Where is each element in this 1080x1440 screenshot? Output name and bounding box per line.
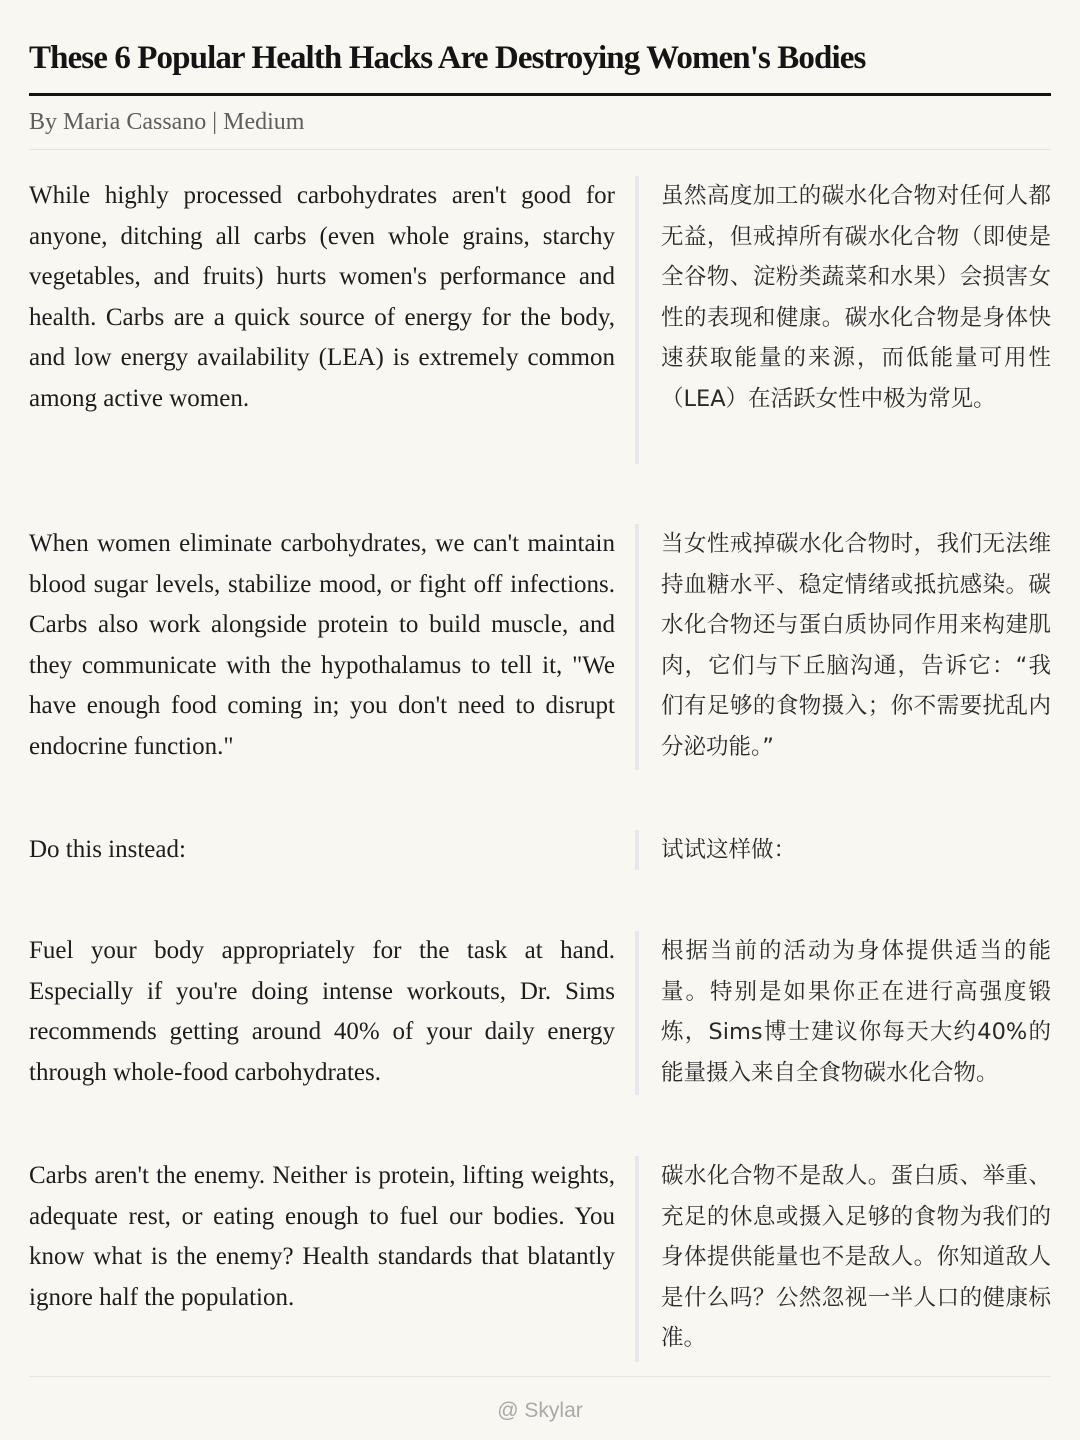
column-divider bbox=[635, 830, 639, 870]
column-divider bbox=[635, 524, 639, 770]
column-divider bbox=[635, 1156, 639, 1362]
title-divider bbox=[29, 93, 1051, 96]
chinese-paragraph: 当女性戒掉碳水化合物时，我们无法维持血糖水平、稳定情绪或抵抗感染。碳水化合物还与蛋白质协同作用来构建肌肉，它们与下丘脑沟通，告诉它：“我们有足够的食物摄入；你不需要扰乱内分泌功能。” bbox=[661, 531, 1051, 760]
article-page bbox=[29, 0, 1051, 1440]
english-paragraph: While highly processed carbohydrates aren't good for anyone, ditching all carbs (even whole grains, starchy vegetables, and fruits) hurts women's performance and health. Carbs are a quick source of energy for the body, and low energy availability (LEA) is extremely common among active women. bbox=[29, 182, 615, 412]
chinese-paragraph: 碳水化合物不是敌人。蛋白质、举重、充足的休息或摄入足够的食物为我们的身体提供能量也不是敌人。你知道敌人是什么吗？公然忽视一半人口的健康标准。 bbox=[661, 1163, 1051, 1351]
column-divider bbox=[635, 931, 639, 1095]
english-paragraph: Do this instead: bbox=[29, 836, 186, 863]
byline-divider bbox=[29, 149, 1051, 150]
footer-credit: @ Skylar bbox=[497, 1399, 583, 1422]
column-divider bbox=[635, 176, 639, 464]
article-title: These 6 Popular Health Hacks Are Destroying Women's Bodies bbox=[29, 40, 866, 76]
article-byline: By Maria Cassano | Medium bbox=[29, 109, 305, 135]
english-paragraph: Carbs aren't the enemy. Neither is protein, lifting weights, adequate rest, or eating enough to fuel our bodies. You know what is the enemy? Health standards that blatantly ignore half the population. bbox=[29, 1162, 615, 1311]
chinese-paragraph: 试试这样做： bbox=[661, 837, 797, 863]
english-paragraph: Fuel your body appropriately for the task at hand. Especially if you're doing intense workouts, Dr. Sims recommends getting around 40% of your daily energy through whole-food carbohydrates. bbox=[29, 937, 615, 1086]
footer-divider bbox=[29, 1376, 1051, 1377]
chinese-paragraph: 根据当前的活动为身体提供适当的能量。特别是如果你正在进行高强度锻炼，Sims博士建议你每天大约40%的能量摄入来自全食物碳水化合物。 bbox=[661, 938, 1051, 1086]
english-paragraph: When women eliminate carbohydrates, we can't maintain blood sugar levels, stabilize mood, or fight off infections. Carbs also work alongside protein to build muscle, and they communicate with the hypothalamus to tell it, "We have enough food coming in; you don't need to disrupt endocrine function." bbox=[29, 530, 615, 760]
chinese-paragraph: 虽然高度加工的碳水化合物对任何人都无益，但戒掉所有碳水化合物（即使是全谷物、淀粉类蔬菜和水果）会损害女性的表现和健康。碳水化合物是身体快速获取能量的来源，而低能量可用性（LEA）在活跃女性中极为常见。 bbox=[661, 183, 1051, 412]
